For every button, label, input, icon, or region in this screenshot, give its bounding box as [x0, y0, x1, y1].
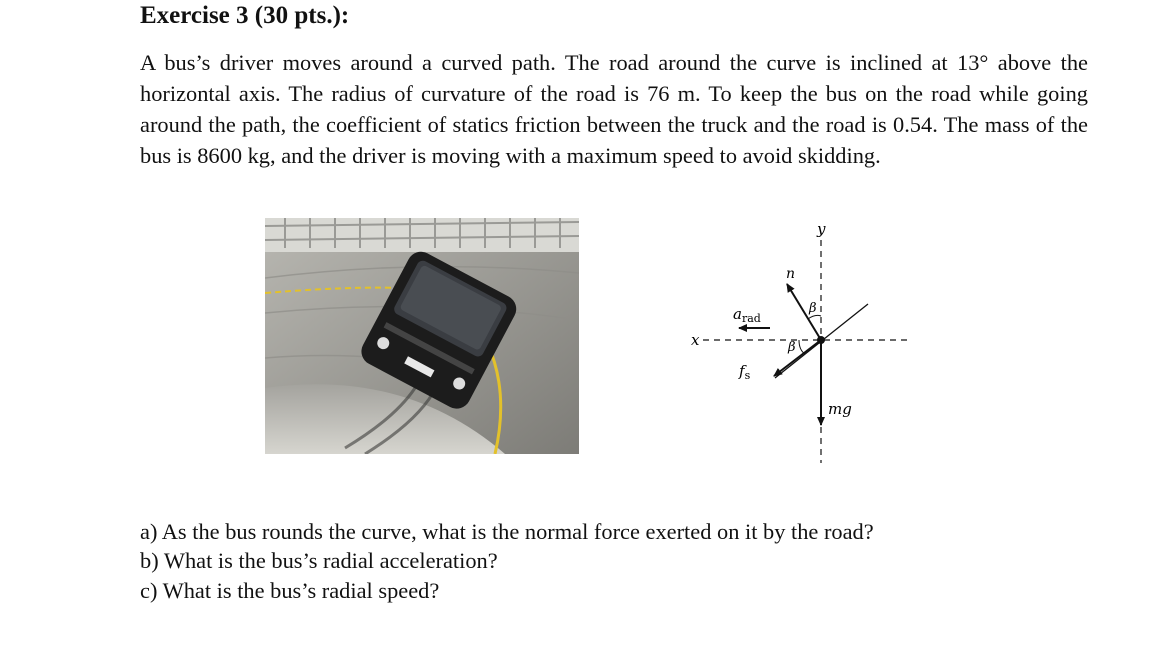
- friction-arrow: [774, 340, 821, 376]
- exercise-title: Exercise 3 (30 pts.):: [140, 2, 350, 29]
- question-a: a) As the bus rounds the curve, what is the normal force exerted on it by the road?: [140, 519, 874, 544]
- label-mg: mg: [828, 400, 852, 418]
- label-beta-mid: β: [788, 340, 796, 355]
- label-a-rad: $a_{rad}$: [733, 305, 761, 325]
- bus-point: [817, 336, 825, 344]
- bus-photo-illustration: [265, 218, 579, 454]
- free-body-diagram: [675, 218, 925, 468]
- question-b: b) What is the bus’s radial acceleration?: [140, 548, 498, 573]
- label-n: n: [786, 266, 796, 282]
- question-c: c) What is the bus’s radial speed?: [140, 578, 440, 603]
- bus-photo: [265, 218, 579, 454]
- label-y: y: [817, 220, 826, 238]
- label-fs: $f_s$: [739, 362, 751, 382]
- label-x: x: [691, 331, 700, 349]
- problem-statement: A bus’s driver moves around a curved path. The road around the curve is inclined at 13° above the horizontal axis. The radius of curvature of the road is 76 m. To keep the bus on the road while going around the path, the coefficient of statics friction between the truck and the road is 0.54. The mass of the bus is 8600 kg, and the driver is moving with a maximum speed to avoid skidding.: [140, 50, 1088, 168]
- label-beta-top: β: [809, 301, 817, 316]
